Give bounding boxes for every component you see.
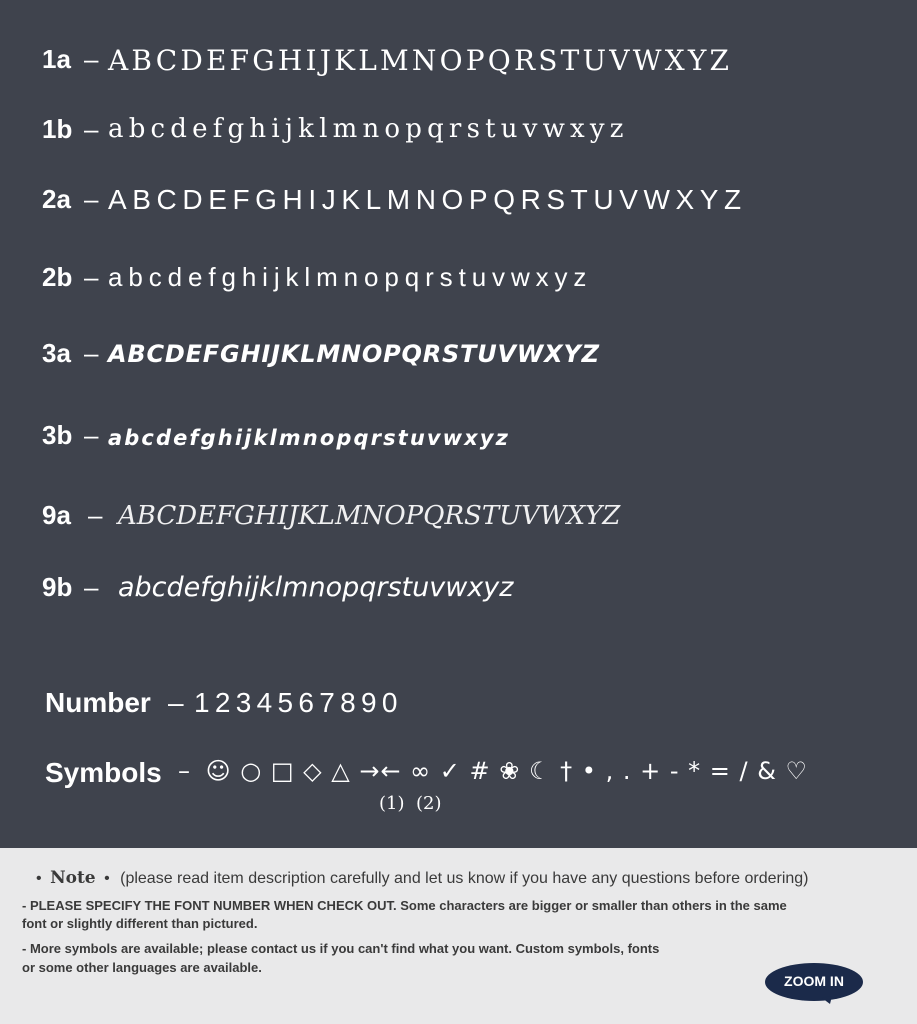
number-label: Number [45,687,151,718]
font-glyphs: abcdefghijklmnopqrstuvwxyz [108,114,629,144]
font-code: 3a [42,338,71,368]
dash: – [84,338,99,368]
number-digits: 1234567890 [194,687,403,718]
arrow-2-label: (2) [416,793,442,814]
font-code: 9a [42,500,71,530]
font-code: 3b [42,420,73,450]
zoom-in-button[interactable] [764,962,864,1004]
dash: – [84,262,99,292]
note-line: font or slightly different than pictured. [22,916,258,931]
dash: – [84,114,99,144]
note-header [36,868,809,888]
dash: – [178,757,190,785]
font-code: 1b [42,114,73,144]
note-line: - More symbols are available; please contact us if you can't find what you want. Custom symbols, fonts [22,941,660,956]
dash: – [84,184,99,214]
font-code: 9b [42,572,73,602]
dash: – [84,420,99,450]
font-glyphs: ABCDEFGHIJKLMNOPQRSTUVWXYZ [118,501,621,531]
font-glyphs: ABCDEFGHIJKLMNOPQRSTUVWXYZ [108,340,600,368]
dash: – [84,44,99,74]
font-glyphs: ABCDEFGHIJKLMNOPQRSTUVWXYZ [108,44,733,77]
note-line: - PLEASE SPECIFY THE FONT NUMBER WHEN CHECK OUT. Some characters are bigger or smaller than others in the same [22,898,787,913]
symbol-list: ☺ ○ □ ◇ △ →← ∞ ✓ # ❀ ☾ † • , . + - * = / & ♡ [205,757,809,785]
bullet: • [104,870,110,887]
font-glyphs: abcdefghijklmnopqrstuvwxyz [118,572,514,603]
font-glyphs: abcdefghijklmnopqrstuvwxyz [108,262,593,292]
font-glyphs: ABCDEFGHIJKLMNOPQRSTUVWXYZ [108,184,747,215]
symbols-label: Symbols [45,757,162,788]
dash: – [168,687,184,718]
font-code: 2b [42,262,73,292]
font-code: 2a [42,184,71,214]
font-glyphs: abcdefghijklmnopqrstuvwxyz [108,426,510,450]
note-intro: (please read item description carefully and let us know if you have any questions before ordering) [120,870,809,887]
note-title: Note [50,868,96,888]
dash: – [84,572,99,602]
note-line: or some other languages are available. [22,960,262,975]
arrow-1-label: (1) [379,793,405,814]
symbols-glyphs [178,757,808,785]
bullet: • [36,870,42,887]
zoom-in-label: ZOOM IN [784,973,844,989]
font-code: 1a [42,44,71,74]
dash: – [88,500,103,530]
